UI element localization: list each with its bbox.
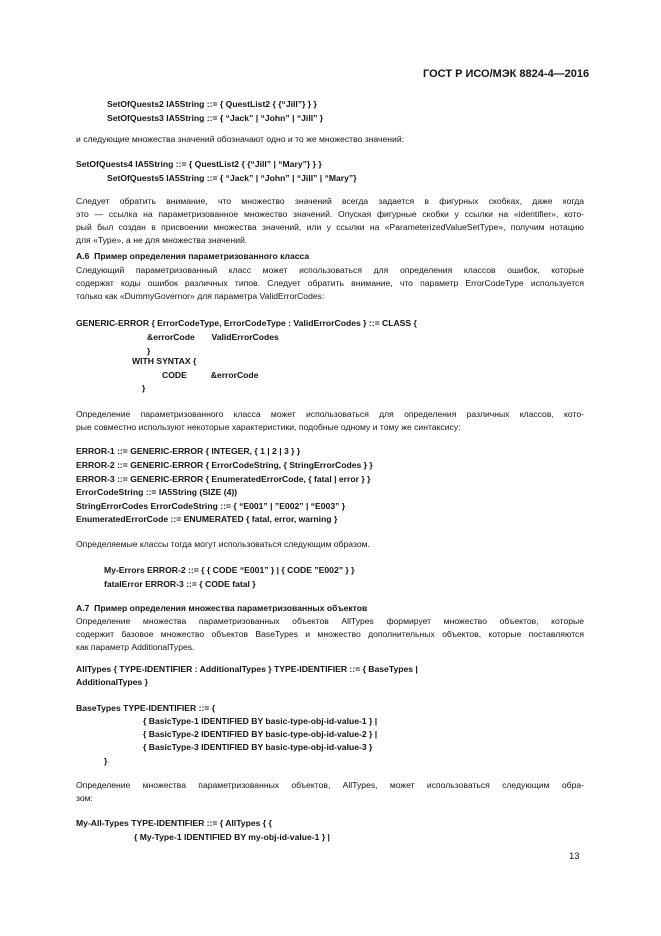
- code-line: ERROR-2 ::= GENERIC-ERROR { ErrorCodeString, { StringErrorCodes } }: [76, 460, 373, 470]
- section-heading-a7: А.7 Пример определения множества параметризованных объектов: [76, 603, 368, 613]
- body-text-line: и следующие множества значений обозначают одно и то же множество значений:: [76, 134, 405, 144]
- body-text-line: рые совместно используют некоторые характеристики, подобные одному и тому же синтаксису:: [76, 422, 461, 432]
- page-number: 13: [569, 851, 580, 862]
- body-text-line: рый был создан в присвоении множества значений, или у ссылки на «ParameterizedValueSetType», получим нотацию: [76, 222, 584, 232]
- code-line: SetOfQuests5 IA5String ::= { “Jack” | “John” | “Jill” | “Mary”}: [107, 173, 357, 183]
- code-line: { BasicType-3 IDENTIFIED BY basic-type-obj-id-value-3 }: [143, 742, 373, 752]
- code-line: &errorCode ValidErrorCodes: [147, 332, 279, 342]
- body-text-line: Определение множества параметризованных объектов AllTypes формирует множество объектов, которые: [76, 616, 584, 626]
- code-line: CODE &errorCode: [162, 370, 259, 380]
- body-text-line: как параметр AdditionalTypes.: [76, 642, 195, 652]
- body-text-line: Следующий параметризованный класс может использоваться для определения классов ошибок, которые: [76, 265, 584, 275]
- body-text-line: Следует обратить внимание, что множество значений всегда задается в фигурных скобках, даже когда: [76, 196, 584, 206]
- code-line: SetOfQuests2 IA5String ::= { QuestList2 { {“Jill”} } }: [107, 99, 317, 109]
- standard-code-header: ГОСТ Р ИСО/МЭК 8824-4—2016: [423, 68, 590, 80]
- code-line: My-Errors ERROR-2 ::= { { CODE “E001” } | { CODE ”E002” } }: [104, 565, 355, 575]
- section-heading-a6: А.6 Пример определения параметризованного класса: [76, 251, 310, 261]
- code-line: GENERIC-ERROR { ErrorCodeType, ErrorCodeType : ValidErrorCodes } ::= CLASS {: [76, 318, 417, 328]
- code-line: StringErrorCodes ErrorCodeString ::= { “E001” | ”E002” | “E003” }: [76, 501, 346, 511]
- code-line: SetOfQuests3 IA5String ::= { “Jack” | “John” | “Jill” }: [107, 113, 324, 123]
- body-text-line: Определяемые классы тогда могут использоваться следующим образом.: [76, 539, 370, 549]
- code-line: ErrorCodeString ::= IA5String (SIZE (4)): [76, 487, 238, 497]
- body-text-line: Определение параметризованного класса может использоваться для определения различных классов, кото-: [76, 409, 584, 419]
- code-line: ERROR-1 ::= GENERIC-ERROR { INTEGER, { 1 | 2 | 3 } }: [76, 446, 301, 456]
- code-line: My-All-Types TYPE-IDENTIFIER ::= { AllTypes { {: [76, 818, 272, 828]
- code-line: SetOfQuests4 IA5String ::= { QuestList2 { {“Jill” | “Mary”} } }: [76, 159, 322, 169]
- code-line: { My-Type-1 IDENTIFIED BY my-obj-id-value-1 } |: [134, 832, 330, 842]
- code-line: }: [142, 383, 146, 393]
- body-text-line: зом:: [76, 793, 93, 803]
- code-line: WITH SYNTAX {: [132, 356, 197, 366]
- body-text-line: это — ссылка на параметризованное множество значений. Опуская фигурные скобки у ссылки на «identifier», кото-: [76, 209, 584, 219]
- code-line: EnumeratedErrorCode ::= ENUMERATED { fatal, error, warning }: [76, 514, 338, 524]
- body-text-line: содержит базовое множество объектов BaseTypes и множество дополнительных объектов, которые поставляются: [76, 629, 584, 639]
- code-line: AdditionalTypes }: [76, 677, 148, 687]
- code-line: }: [104, 756, 108, 766]
- body-text-line: только как «DummyGovernor» для параметра ValidErrorCodes:: [76, 291, 325, 301]
- code-line: fatalError ERROR-3 ::= { CODE fatal }: [104, 579, 256, 589]
- code-line: AllTypes { TYPE-IDENTIFIER : AdditionalTypes } TYPE-IDENTIFIER ::= { BaseTypes |: [76, 664, 418, 674]
- body-text-line: Определение множества параметризованных объектов, AllTypes, может использоваться следующим обра-: [76, 780, 584, 790]
- code-line: }: [147, 346, 151, 356]
- code-line: { BasicType-1 IDENTIFIED BY basic-type-obj-id-value-1 } |: [143, 716, 378, 726]
- code-line: ERROR-3 ::= GENERIC-ERROR { EnumeratedErrorCode, { fatal | error } }: [76, 474, 371, 484]
- body-text-line: содержат коды ошибок различных типов. Следует обратить внимание, что параметр ErrorCodeType используется: [76, 278, 584, 288]
- body-text-line: для «Type», а не для множества значений.: [76, 235, 248, 245]
- code-line: BaseTypes TYPE-IDENTIFIER ::= {: [76, 703, 216, 713]
- code-line: { BasicType-2 IDENTIFIED BY basic-type-obj-id-value-2 } |: [143, 729, 378, 739]
